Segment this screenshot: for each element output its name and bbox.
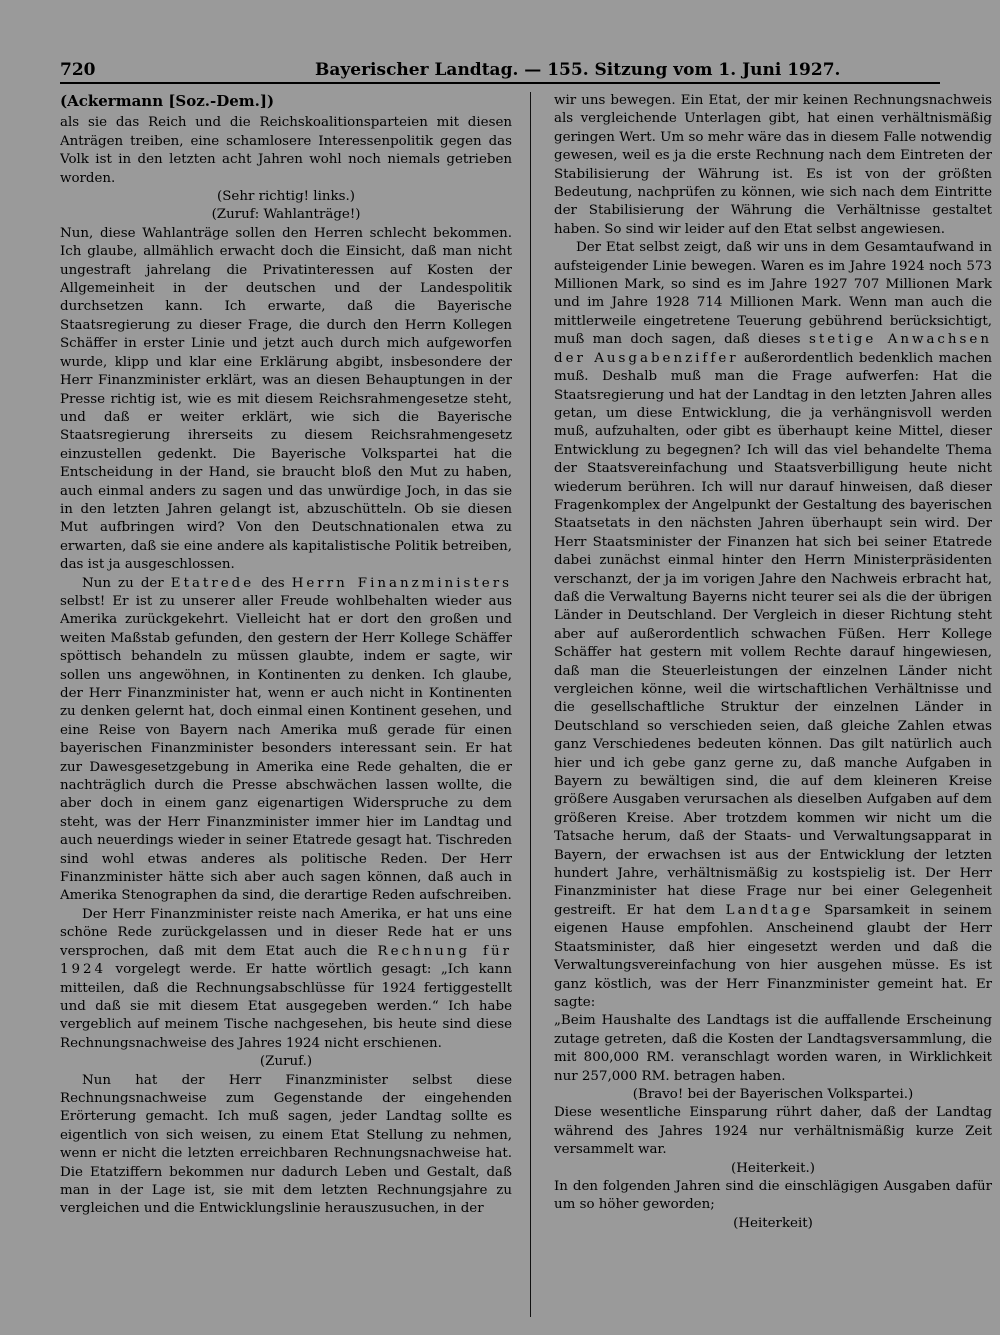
text-run: Nun zu der: [82, 575, 171, 591]
paragraph: Nun hat der Herr Finanzminister selbst diese Rechnungsnachweise zum Gegenstande der eingehenden Erörterung gemacht. Ich muß sagen, jeder Landtag sollte es eigentlich von sich weisen, zu einem Etat Stellung zu nehmen, wenn er nicht die letzten erreichbaren Rechnungsnachweise hat. Die Etatziffern bekommen nur dadurch Leben und Gestalt, daß man in der Lage ist, sie mit dem letzten Rechnungsjahre zu vergleichen und die Entwicklungslinie herauszusuchen, in der: [60, 1072, 512, 1217]
text-run: Der Etat selbst zeigt, daß wir uns in dem Gesamtaufwand in aufsteigender Linie bewegen. Waren es im Jahre 1924 noch 573 Millionen Mark, so sind es im Jahre 1927 707 Millionen Mark und im Jahre 1928 714 Millionen Mark. Wenn man auch die mittlerweile eingetretene Teuerung gebührend berücksichtigt, muß man doch sagen, daß dieses: [554, 240, 992, 348]
interjection: (Zuruf: Wahlanträge!): [211, 207, 361, 223]
quotation: „Beim Haushalte des Landtags ist die auffallende Erscheinung zutage getreten, daß die Kosten der Landtagsversammlung, die mit 800,000 RM. veranschlagt worden waren, in Wirklichkeit nur 257,000 RM. betragen haben.: [554, 1013, 992, 1084]
quotation: Diese wesentliche Einsparung rührt daher, daß der Landtag während des Jahres 1924 nur verhältnismäßig kurze Zeit versammelt war.: [554, 1105, 992, 1158]
paragraph: wir uns bewegen. Ein Etat, der mir keinen Rechnungsnachweis als vergleichende Unterlagen gibt, hat einen verhältnismäßig geringen Wert. Um so mehr wäre das in diesem Falle notwendig gewesen, weil es ja die erste Rechnung nach dem Eintreten der Stabilisierung der Währung ist. Es ist von der größten Bedeutung, nachprüfen zu können, wie sich nach dem Eintritte der Stabilisierung der Währung die Verhältnisse gestaltet haben. So sind wir leider auf den Etat selbst angewiesen.: [554, 93, 992, 237]
paragraph: Nun, diese Wahlanträge sollen den Herren schlecht bekommen. Ich glaube, allmählich erwacht doch die Einsicht, daß man nicht ungestraft jahrelang die Privatinteressen auf Kosten der Allgemeinheit in der deutschen und der Landespolitik durchsetzen kann. Ich erwarte, daß die Bayerische Staatsregierung zu dieser Frage, die durch den Herrn Kollegen Schäffer in erster Linie und jetzt auch durch mich aufgeworfen wurde, klipp und klar eine Erklärung abgibt, insbesondere der Herr Finanzminister erklärt, was an diesen Behauptungen in der Presse richtig ist, wie es mit diesem Reichsrahmengesetze steht, und daß er weiter erklärt, wie sich die Bayerische Staatsregierung ihrerseits zu diesem Reichsrahmengesetz einzustellen gedenkt. Die Bayerische Volkspartei hat die Entscheidung in der Hand, sie braucht bloß den Mut zu haben, auch einmal anders zu sagen und das unwürdige Joch, in das sie in den letzten Jahren gelangt ist, abzuschütteln. Ob sie diesen Mut aufbringen wird? Von den Deutschnationalen etwa zu erwarten, daß sie eine andere als kapitalistische Politik betreiben, das ist ja ausgeschlossen.: [60, 225, 512, 573]
left-column: [60, 92, 512, 1322]
running-title: Bayerischer Landtag. — 155. Sitzung vom 1. Juni 1927.: [315, 60, 841, 80]
column-divider: [530, 92, 531, 1317]
interjection: (Sehr richtig! links.): [217, 189, 355, 205]
text-run: Der Herr Finanzminister reiste nach Amerika, er hat uns eine schöne Rede zurückgelassen und in dieser Rede hat er uns versprochen, daß mit dem Etat auch die: [60, 906, 512, 959]
spaced-emphasis: Landtage: [725, 902, 814, 918]
paragraph: [60, 906, 512, 1053]
spaced-emphasis: Rechnung für 1924: [60, 943, 512, 978]
speaker-name: (Ackermann [Soz.-Dem.]): [60, 92, 275, 110]
interjection: (Bravo! bei der Bayerischen Volkspartei.): [632, 1086, 914, 1102]
right-column: [554, 92, 992, 1322]
quotation: In den folgenden Jahren sind die einschlägigen Ausgaben dafür um so höher geworden;: [554, 1178, 992, 1213]
text-run: des: [254, 575, 292, 591]
text-run: Sparsamkeit in seinem eigenen Hause empfohlen. Anscheinend glaubt der Herr Staatsminister, daß hier eingesetzt werden und daß die Verwaltungsvereinfachung von hier ausgehen müsse. Es ist ganz köstlich, was der Herr Finanzminister gemeint hat. Er sagte:: [554, 902, 992, 1010]
text-run: vorgelegt werde. Er hatte wörtlich gesagt: „Ich kann mitteilen, daß die Rechnungsabschlüsse für 1924 fertiggestellt und daß sie mit diesem Etat ausgegeben werden.“ Ich habe vergeblich auf meinem Tische nachgesehen, bis heute sind diese Rechnungsnachweise des Jahres 1924 nicht erschienen.: [60, 962, 512, 1051]
interjection: (Heiterkeit.): [731, 1160, 815, 1176]
page-header: [60, 58, 940, 84]
spaced-emphasis: Etatrede: [170, 575, 255, 591]
interjection: (Zuruf.): [259, 1054, 313, 1070]
text-run: außerordentlich bedenklich machen muß. Deshalb muß man die Frage aufwerfen: Hat die Staatsregierung und hat der Landtag in den letzten Jahren alles getan, um diese Entwicklung, die ja verhängnisvoll werden muß, aufzuhalten, oder gibt es überhaupt keine Mittel, dieser Entwicklung zu begegnen? Ich will das viel behandelte Thema der Staatsvereinfachung und Staatsverbilligung heute nicht wiederum berühren. Ich will nur darauf hinweisen, daß dieser Fragenkomplex der Angelpunkt der Gestaltung des bayerischen Staatsetats in den nächsten Jahren überhaupt sein wird. Der Herr Staatsminister der Finanzen hat sich bei seiner Etatrede dabei zunächst einmal hinter den Herrn Ministerpräsidenten verschanzt, der ja im vorigen Jahre den Nachweis erbracht hat, daß die Verwaltung Bayerns nicht teurer sei als die der übrigen Länder in Deutschland. Der Vergleich in dieser Richtung steht aber auf außerordentlich schwachen Füßen. Herr Kollege Schäffer hat gestern mit vollem Rechte darauf hingewiesen, daß man die Steuerleistungen der einzelnen Länder nicht vergleichen könne, weil die wirtschaftlichen Verhältnisse und die gesellschaftliche Struktur der einzelnen Länder in Deutschland so verschieden seien, daß gleiche Zahlen etwas ganz Verschiedenes bedeuten können. Das gilt natürlich auch hier und ich gebe ganz gerne zu, daß manche Aufgaben in Bayern zu bewältigen sind, die auf dem kleineren Kreise größere Ausgaben verursachen als dieselben Aufgaben auf dem größeren Kreise. Aber trotzdem kommen wir nicht um die Tatsache herum, daß der Staats- und Verwaltungsapparat in Bayern, der erwachsen ist aus der Entwicklung der letzten hundert Jahre, verhältnismäßig zu kostspielig ist. Der Herr Finanzminister hat diese Frage nur bei einer Gelegenheit gestreift. Er hat dem: [554, 350, 992, 918]
paragraph: [60, 575, 512, 906]
paragraph: als sie das Reich und die Reichskoalitionsparteien mit diesen Anträgen treiben, eine schamlosere Interessenpolitik gegen das Volk ist in den letzten acht Jahren wohl noch niemals getrieben worden.: [60, 115, 512, 186]
spaced-emphasis: Herrn Finanzministers: [291, 575, 512, 591]
page-number: 720: [60, 60, 96, 80]
interjection: (Heiterkeit): [733, 1215, 813, 1231]
paragraph: [554, 239, 992, 1012]
spaced-emphasis: stetige Anwachsen der Ausgabenziffer: [554, 332, 992, 366]
text-run: selbst! Er ist zu unserer aller Freude wohlbehalten wieder aus Amerika zurückgekehrt. Vielleicht hat er dort den großen und weiten Maßstab gefunden, den gestern der Herr Kollege Schäffer spöttisch behandeln zu müssen glaubte, indem er sagte, wir sollen uns angewöhnen, in Kontinenten zu denken. Ich glaube, der Herr Finanzminister hat, wenn er auch nicht in Kontinenten zu denken gelernt hat, doch einmal einen Kontinent gesehen, und eine Reise von Bayern nach Amerika muß gerade für einen bayerischen Finanzminister besonders interessant sein. Er hat zur Dawesgesetzgebung in Amerika eine Rede gehalten, die er nachträglich durch die Presse abschwächen lassen wollte, die aber doch in einem ganz eigenartigen Widerspruche zu dem steht, was der Herr Finanzminister immer hier im Landtag und auch neuerdings wieder in seiner Etatrede gesagt hat. Tischreden sind wohl etwas anderes als politische Reden. Der Herr Finanzminister hätte sich aber auch sagen können, daß auch in Amerika Stenographen da sind, die derartige Reden aufschreiben.: [60, 593, 512, 904]
